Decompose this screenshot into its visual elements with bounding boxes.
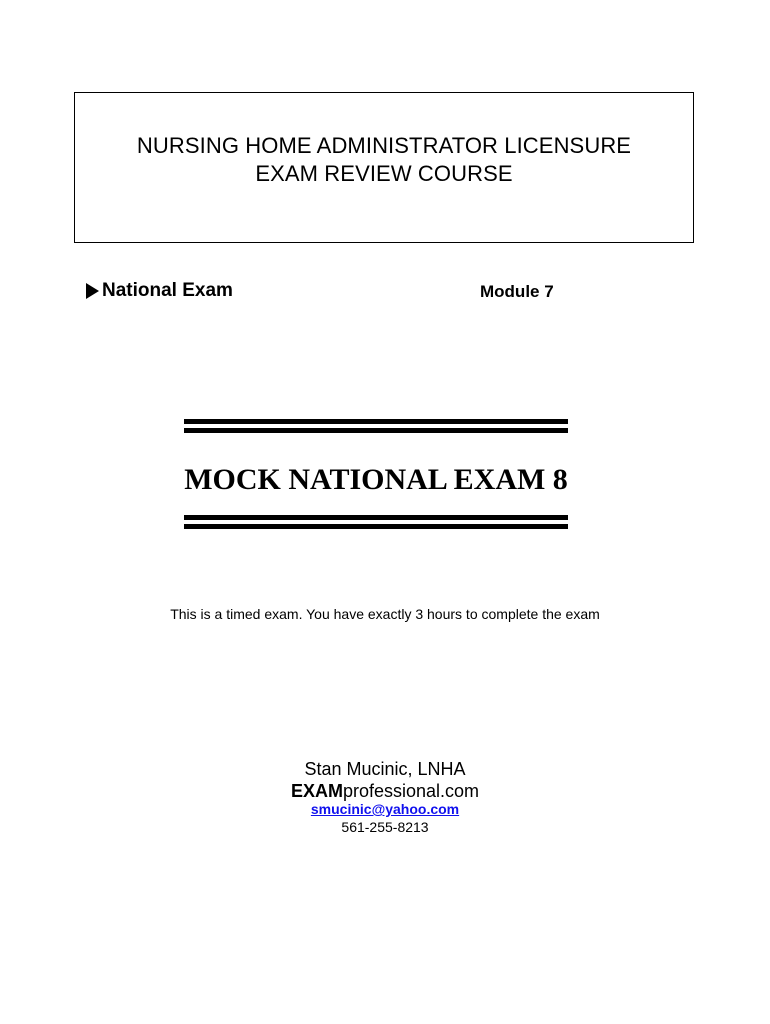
phone-number: 561-255-8213: [341, 819, 429, 835]
email-link[interactable]: smucinic@yahoo.com: [310, 801, 460, 817]
company-name-bold: EXAM: [290, 781, 343, 801]
bottom-double-rule: [184, 515, 568, 535]
exam-notice: This is a timed exam. You have exactly 3 hours to complete the exam: [170, 606, 600, 622]
company-name: [0, 780, 770, 802]
bottom-rule-bar-2: [184, 524, 568, 529]
company-name-rest: professional.com: [342, 781, 480, 801]
exam-title: MOCK NATIONAL EXAM 8: [184, 463, 568, 496]
course-title-line-2: EXAM REVIEW COURSE: [255, 161, 513, 186]
section-label: National Exam: [102, 280, 233, 301]
top-rule-bar-1: [184, 419, 568, 424]
course-title-line-1: NURSING HOME ADMINISTRATOR LICENSURE: [136, 133, 632, 158]
module-label: Module 7: [480, 282, 554, 301]
top-double-rule: [184, 419, 568, 439]
top-rule-bar-2: [184, 428, 568, 433]
play-arrow-icon: [86, 283, 99, 299]
bottom-rule-bar-1: [184, 515, 568, 520]
course-title-box: [74, 92, 694, 243]
author-name: Stan Mucinic, LNHA: [304, 759, 466, 779]
